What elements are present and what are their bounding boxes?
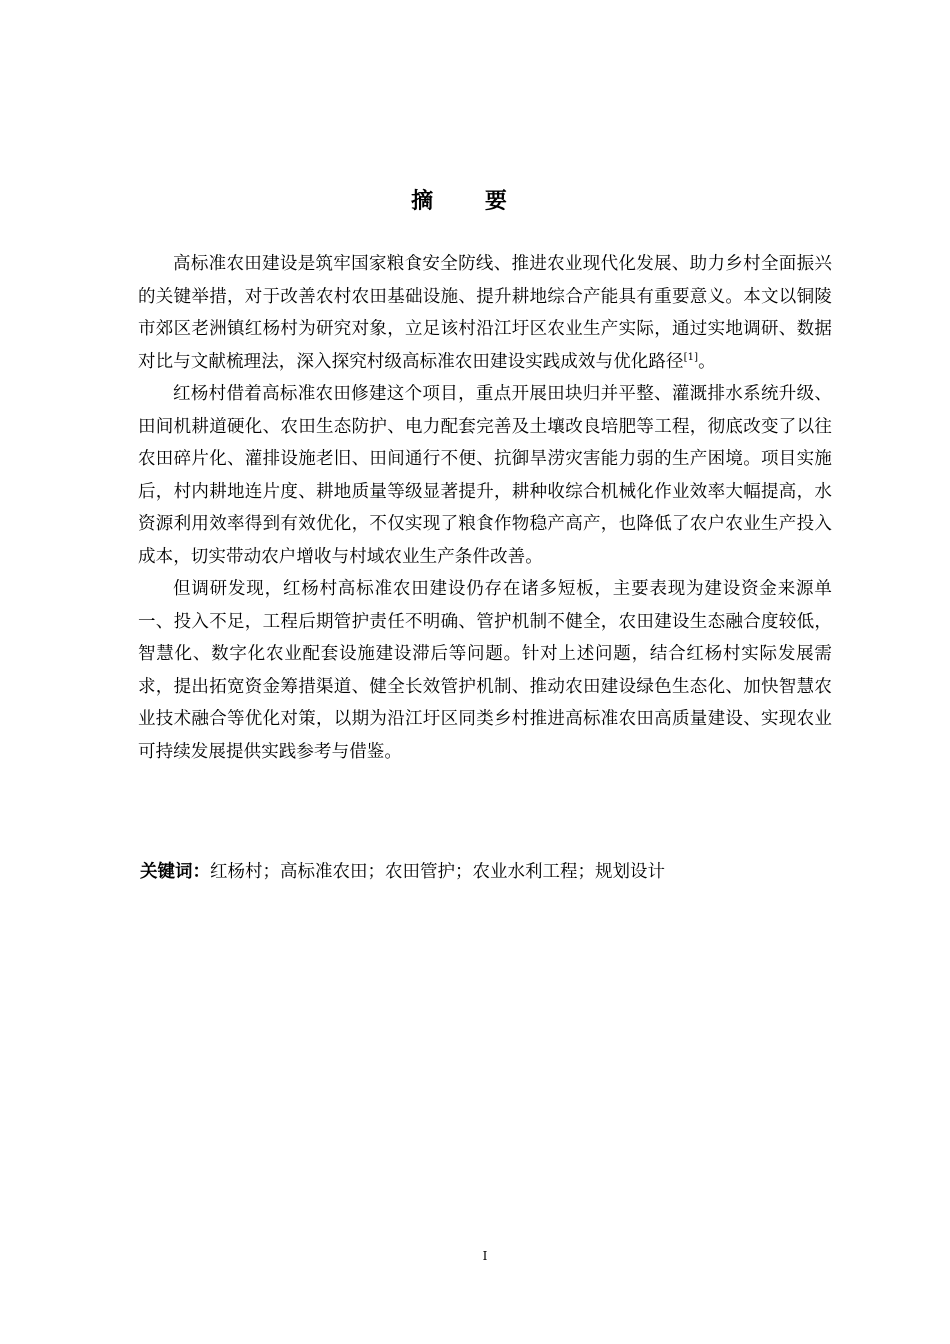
keywords-list: 红杨村；高标准农田；农田管护；农业水利工程；规划设计 (210, 862, 665, 882)
paragraph-text: 高标准农田建设是筑牢国家粮食安全防线、推进农业现代化发展、助力乡村全面振兴的关键举措，对于改善农村农田基础设施、提升耕地综合产能具有重要意义。本文以铜陵市郊区老洲镇红杨村为研究对象，立足该村沿江圩区农业生产实际，通过实地调研、数据对比与文献梳理法，深入探究村级高标准农田建设实践成效与优化路径 (138, 254, 832, 372)
abstract-body (138, 248, 832, 768)
keywords-label: 关键词： (140, 862, 210, 882)
abstract-paragraph-2: 红杨村借着高标准农田修建这个项目，重点开展田块归并平整、灌溉排水系统升级、田间机耕道硬化、农田生态防护、电力配套完善及土壤改良培肥等工程，彻底改变了以往农田碎片化、灌排设施老旧、田间通行不便、抗御旱涝灾害能力弱的生产困境。项目实施后，村内耕地连片度、耕地质量等级显著提升，耕种收综合机械化作业效率大幅提高，水资源利用效率得到有效优化，不仅实现了粮食作物稳产高产，也降低了农户农业生产投入成本，切实带动农户增收与村域农业生产条件改善。 (138, 384, 832, 567)
page-number: I (482, 1249, 488, 1263)
abstract-paragraph-1 (138, 248, 832, 378)
keywords-line (140, 856, 840, 888)
paragraph-tail: 。 (698, 351, 716, 372)
abstract-title: 摘 要 (411, 189, 529, 214)
citation-marker: [1] (683, 351, 699, 363)
abstract-paragraph-3: 但调研发现，红杨村高标准农田建设仍存在诸多短板，主要表现为建设资金来源单一、投入不足，工程后期管护责任不明确、管护机制不健全，农田建设生态融合度较低，智慧化、数字化农业配套设施建设滞后等问题。针对上述问题，结合红杨村实际发展需求，提出拓宽资金筹措渠道、健全长效管护机制、推动农田建设绿色生态化、加快智慧农业技术融合等优化对策，以期为沿江圩区同类乡村推进高标准农田高质量建设、实现农业可持续发展提供实践参考与借鉴。 (138, 579, 832, 762)
